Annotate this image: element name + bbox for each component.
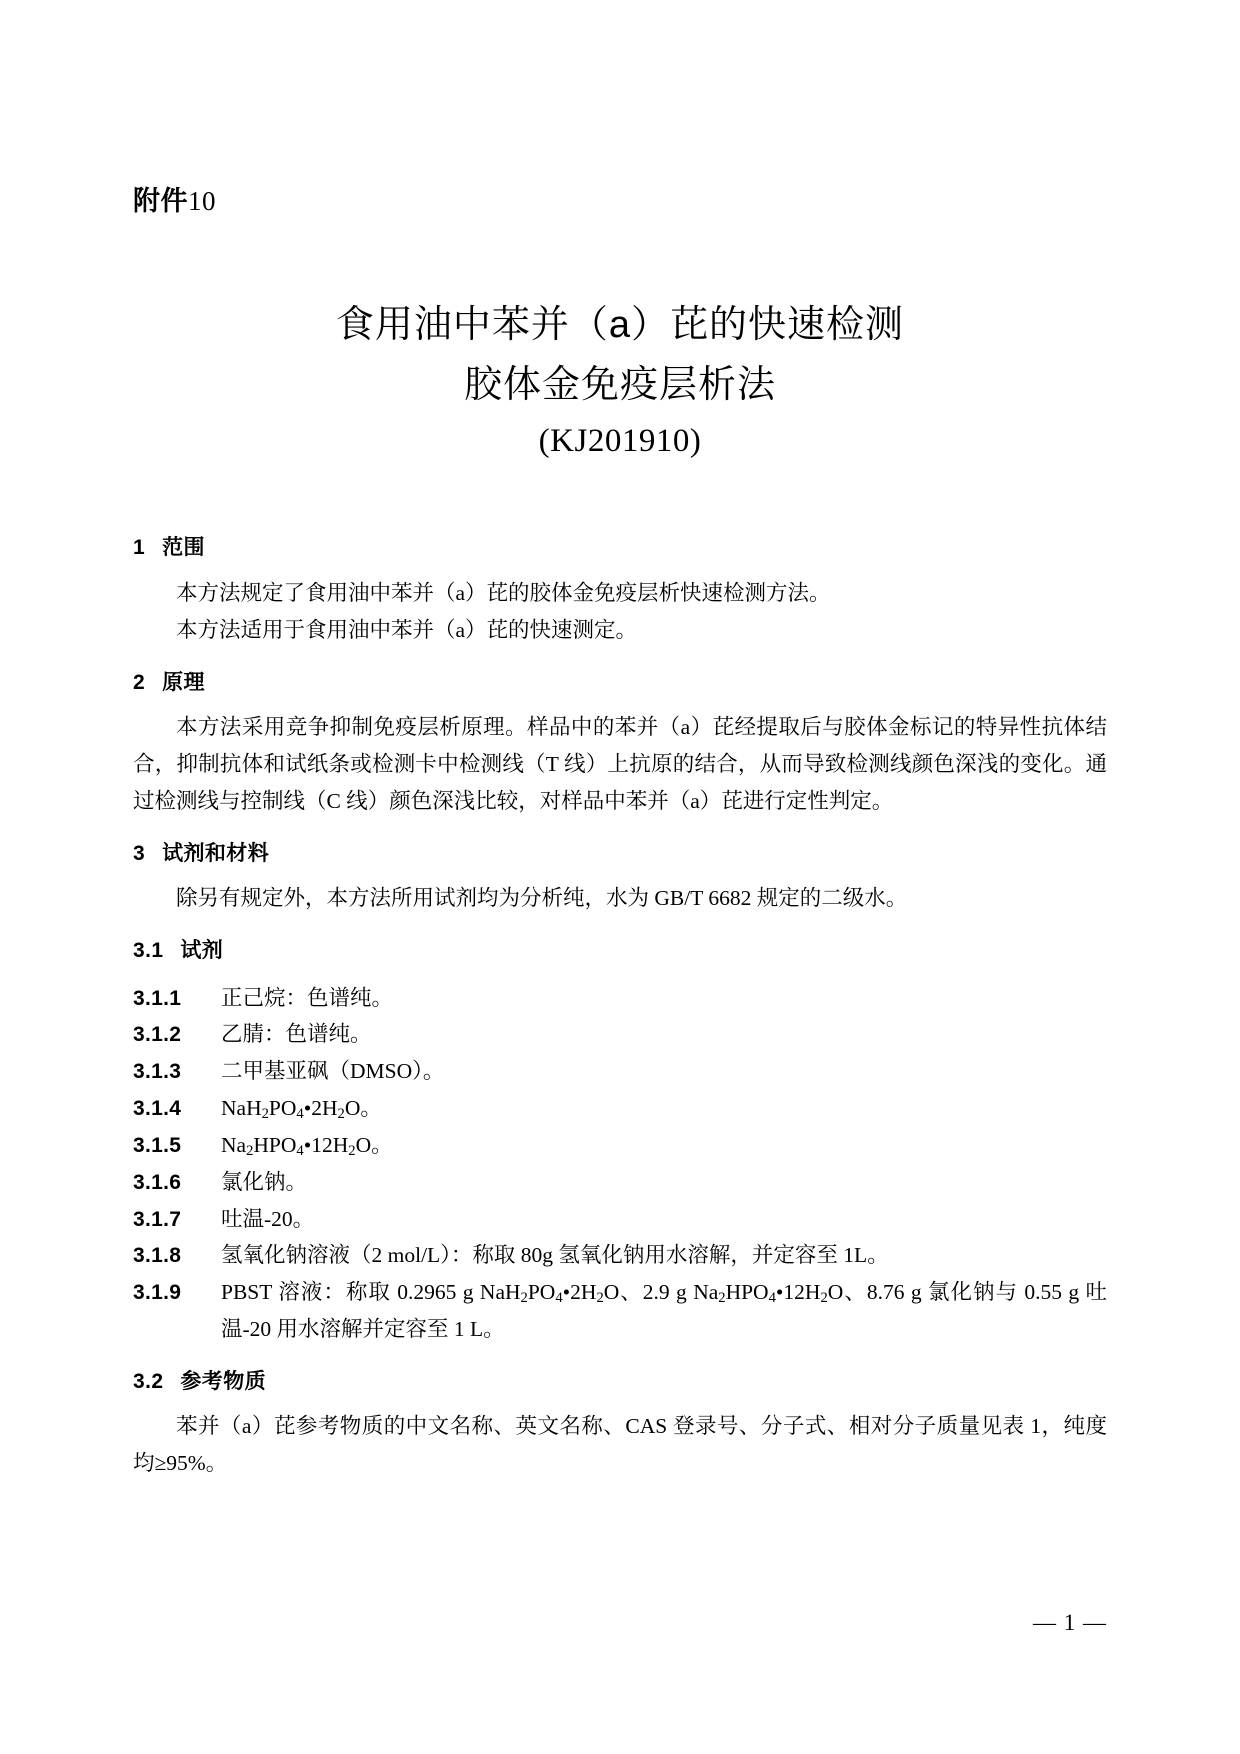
- list-item-text: 吐温-20。: [221, 1206, 315, 1231]
- list-item-index: 3.1.4: [133, 1096, 182, 1120]
- reference-substance-paragraph-1: 苯并（a）芘参考物质的中文名称、英文名称、CAS 登录号、分子式、相对分子质量见表 1，纯度均≥95%。: [133, 1413, 1107, 1475]
- list-item-text: $NaH_2PO_4•2H_2O$。: [221, 1095, 382, 1122]
- heading-reagents-text: 试剂: [180, 939, 224, 963]
- list-item-index: 3.1.6: [133, 1170, 182, 1194]
- list-item-text: 氢氧化钠溶液（2 mol/L）：称取 80g 氢氧化钠用水溶解，并定容至 1L。: [221, 1243, 889, 1268]
- page-number: — 1 —: [1033, 1610, 1107, 1635]
- reagent-list: [133, 980, 1107, 1348]
- list-item-index: 3.1.1: [133, 986, 182, 1010]
- heading-principle-text: 原理: [162, 670, 205, 694]
- list-item: [133, 1127, 1107, 1164]
- attachment-label: [133, 185, 1107, 217]
- heading-principle-number: 2: [133, 670, 146, 694]
- list-item-index: 3.1.3: [133, 1060, 182, 1084]
- heading-reagents: [133, 937, 1107, 965]
- scope-paragraph-2: 本方法适用于食用油中苯并（a）芘的快速测定。: [176, 617, 638, 642]
- list-item: [133, 1274, 1107, 1348]
- list-item-index: 3.1.8: [133, 1244, 182, 1268]
- list-item: [133, 1053, 1107, 1090]
- principle-paragraph-1: 本方法采用竞争抑制免疫层析原理。样品中的苯并（a）芘经提取后与胶体金标记的特异性抗体结合，抑制抗体和试纸条或检测卡中检测线（T 线）上抗原的结合，从而导致检测线颜色深浅的变化。通过检测线与控制线（C 线）颜色深浅比较，对样品中苯并（a）芘进行定性判定。: [133, 715, 1107, 814]
- title-line-1: 食用油中苯并（a）芘的快速检测: [335, 304, 905, 347]
- page-title: [133, 295, 1107, 415]
- list-item: [133, 1016, 1107, 1053]
- list-item-text: 正己烷：色谱纯。: [221, 985, 394, 1010]
- list-item-index: 3.1.9: [133, 1280, 182, 1304]
- list-item-index: 3.1.7: [133, 1207, 182, 1231]
- method-code: (KJ201910): [538, 423, 702, 460]
- list-item: [133, 1164, 1107, 1201]
- reagents-materials-paragraph-1: 除另有规定外，本方法所用试剂均为分析纯，水为 GB/T 6682 规定的二级水。: [176, 886, 908, 911]
- scope-paragraph-1: 本方法规定了食用油中苯并（a）芘的胶体金免疫层析快速检测方法。: [176, 580, 831, 605]
- heading-principle: [133, 669, 1107, 697]
- heading-reference-substance: [133, 1368, 1107, 1396]
- list-item: [133, 1237, 1107, 1274]
- attachment-number: 10: [188, 186, 216, 216]
- list-item-text: PBST 溶液：称取 0.2965 g $NaH_2PO_4•2H_2O$、2.9 g $Na_2HPO_4•12H_2O$、8.76 g 氯化钠与 0.55 g 吐温-20 用水溶解并定容至 1 L。: [221, 1279, 1107, 1341]
- heading-reference-substance-number: 3.2: [133, 1369, 164, 1393]
- list-item-text: 氯化钠。: [221, 1169, 308, 1194]
- list-item-text: 乙腈：色谱纯。: [221, 1022, 372, 1047]
- heading-reagents-materials-number: 3: [133, 841, 146, 865]
- heading-scope-text: 范围: [162, 536, 205, 560]
- list-item: [133, 1090, 1107, 1127]
- heading-reagents-materials-text: 试剂和材料: [162, 841, 270, 865]
- list-item: [133, 980, 1107, 1017]
- list-item-index: 3.1.5: [133, 1133, 182, 1157]
- list-item-text: $Na_2HPO_4•12H_2O$。: [221, 1132, 393, 1159]
- list-item-index: 3.1.2: [133, 1023, 182, 1047]
- heading-reference-substance-text: 参考物质: [180, 1369, 267, 1393]
- heading-scope: [133, 534, 1107, 562]
- heading-reagents-number: 3.1: [133, 939, 164, 963]
- heading-reagents-materials: [133, 840, 1107, 868]
- list-item: [133, 1201, 1107, 1238]
- list-item-text: 二甲基亚砜（DMSO）。: [221, 1059, 445, 1084]
- attachment-label-text: 附件: [133, 186, 188, 216]
- title-line-2: 胶体金免疫层析法: [463, 364, 776, 407]
- heading-scope-number: 1: [133, 536, 146, 560]
